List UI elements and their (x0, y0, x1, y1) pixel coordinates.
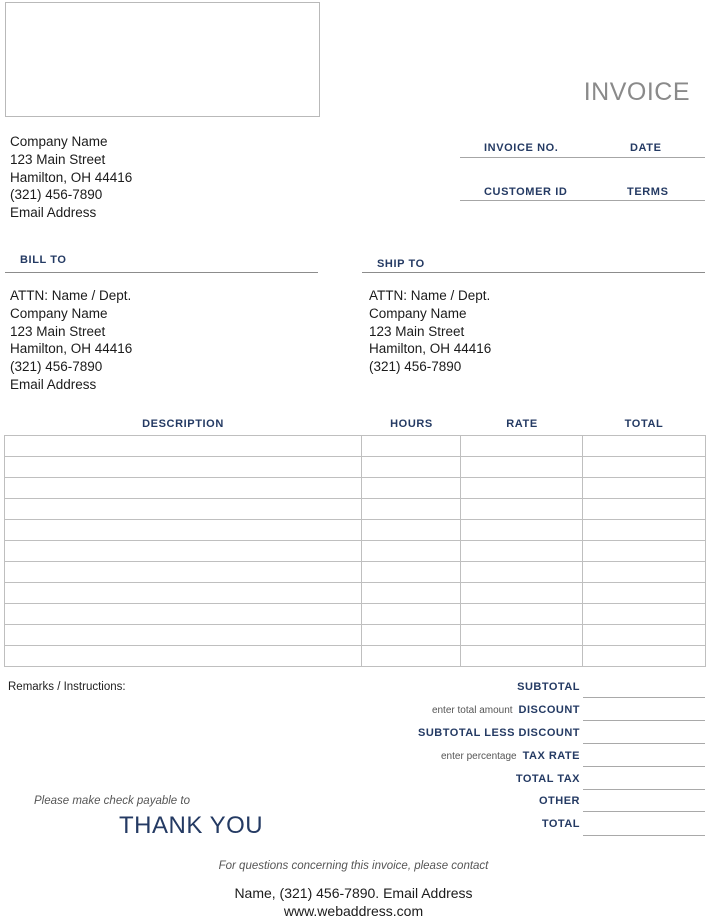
description-cell[interactable] (5, 520, 362, 541)
rate-cell[interactable] (461, 541, 583, 562)
total-value-line[interactable] (583, 835, 705, 836)
discount-value-line[interactable] (583, 720, 705, 721)
table-row (5, 457, 706, 478)
ship-to-city: Hamilton, OH 44416 (369, 341, 492, 357)
rate-cell[interactable] (461, 478, 583, 499)
thank-you: THANK YOU (119, 812, 264, 839)
table-row (5, 541, 706, 562)
rate-cell[interactable] (461, 436, 583, 457)
total-cell[interactable] (583, 541, 706, 562)
total-cell[interactable] (583, 520, 706, 541)
hours-cell[interactable] (362, 583, 461, 604)
subtotal-value-line[interactable] (583, 697, 705, 698)
total-cell[interactable] (583, 604, 706, 625)
bill-to-rule (5, 272, 318, 273)
total-cell[interactable] (583, 583, 706, 604)
other-label: OTHER (539, 795, 580, 807)
subtotal-less-discount-label: SUBTOTAL LESS DISCOUNT (418, 727, 580, 739)
description-cell[interactable] (5, 499, 362, 520)
meta-rule-2 (460, 200, 705, 201)
table-row (5, 436, 706, 457)
ship-to-phone: (321) 456-7890 (369, 359, 462, 375)
footer-question: For questions concerning this invoice, please contact (218, 860, 489, 872)
hours-cell[interactable] (362, 541, 461, 562)
tax-hint: enter percentage (441, 751, 517, 762)
bill-to-city: Hamilton, OH 44416 (10, 341, 133, 357)
bill-to-block (10, 287, 132, 394)
ship-to-company: Company Name (369, 305, 467, 321)
hours-cell[interactable] (362, 625, 461, 646)
invoice-no-label: INVOICE NO. (484, 142, 559, 154)
description-cell[interactable] (5, 457, 362, 478)
total-cell[interactable] (583, 499, 706, 520)
hours-cell[interactable] (362, 604, 461, 625)
total-tax-label: TOTAL TAX (515, 773, 580, 785)
hours-cell[interactable] (362, 457, 461, 478)
hours-cell[interactable] (362, 646, 461, 667)
logo-placeholder (5, 2, 320, 117)
total-cell[interactable] (583, 436, 706, 457)
rate-cell[interactable] (461, 646, 583, 667)
table-row (5, 478, 706, 499)
description-cell[interactable] (5, 625, 362, 646)
hours-cell[interactable] (362, 520, 461, 541)
company-name: Company Name (10, 134, 108, 149)
rate-cell[interactable] (461, 583, 583, 604)
other-value-line[interactable] (583, 811, 705, 812)
total-cell[interactable] (583, 457, 706, 478)
subtotal-label: SUBTOTAL (517, 681, 580, 693)
table-row (5, 562, 706, 583)
footer-web: www.webaddress.com (283, 903, 424, 919)
description-cell[interactable] (5, 583, 362, 604)
total-cell[interactable] (583, 478, 706, 499)
bill-to-label: BILL TO (20, 254, 67, 266)
hours-cell[interactable] (362, 436, 461, 457)
table-row (5, 625, 706, 646)
terms-label: TERMS (627, 186, 669, 198)
subtotal-less-discount-value-line[interactable] (583, 743, 705, 744)
table-row (5, 499, 706, 520)
table-row (5, 520, 706, 541)
rate-cell[interactable] (461, 499, 583, 520)
rate-cell[interactable] (461, 625, 583, 646)
customer-id-label: CUSTOMER ID (484, 186, 568, 198)
footer-contact: Name, (321) 456-7890. Email Address (234, 885, 473, 901)
total-cell[interactable] (583, 625, 706, 646)
rate-cell[interactable] (461, 520, 583, 541)
company-email: Email Address (10, 205, 97, 221)
discount-label: enter total amount DISCOUNT (431, 704, 580, 716)
hours-cell[interactable] (362, 562, 461, 583)
remarks-label: Remarks / Instructions: (8, 681, 126, 693)
total-tax-value-line[interactable] (583, 789, 705, 790)
table-row (5, 646, 706, 667)
table-row (5, 583, 706, 604)
total-cell[interactable] (583, 646, 706, 667)
discount-hint: enter total amount (431, 705, 513, 716)
description-cell[interactable] (5, 562, 362, 583)
company-phone: (321) 456-7890 (10, 187, 103, 203)
ship-to-rule (362, 272, 705, 273)
tax-rate-value-line[interactable] (583, 766, 705, 767)
rate-cell[interactable] (461, 604, 583, 625)
description-cell[interactable] (5, 436, 362, 457)
hours-cell[interactable] (362, 499, 461, 520)
col-rate-header: RATE (506, 418, 538, 430)
total-cell[interactable] (583, 562, 706, 583)
company-street: 123 Main Street (10, 151, 106, 167)
ship-to-block (369, 287, 491, 376)
bill-to-email: Email Address (10, 376, 97, 392)
bill-to-street: 123 Main Street (10, 323, 106, 339)
ship-to-label: SHIP TO (377, 258, 425, 270)
col-description-header: DESCRIPTION (142, 418, 224, 430)
bill-to-attn: ATTN: Name / Dept. (10, 288, 132, 303)
total-label: TOTAL (541, 818, 580, 830)
ship-to-attn: ATTN: Name / Dept. (369, 288, 491, 303)
line-items-table (4, 435, 706, 667)
description-cell[interactable] (5, 541, 362, 562)
col-hours-header: HOURS (390, 418, 433, 430)
ship-to-street: 123 Main Street (369, 323, 465, 339)
date-label: DATE (630, 142, 662, 154)
company-city: Hamilton, OH 44416 (10, 169, 133, 185)
rate-cell[interactable] (461, 457, 583, 478)
hours-cell[interactable] (362, 478, 461, 499)
description-cell[interactable] (5, 478, 362, 499)
bill-to-phone: (321) 456-7890 (10, 359, 103, 375)
company-address-block (10, 133, 132, 222)
description-cell[interactable] (5, 646, 362, 667)
bill-to-company: Company Name (10, 305, 108, 321)
invoice-title: INVOICE (583, 78, 690, 106)
description-cell[interactable] (5, 604, 362, 625)
rate-cell[interactable] (461, 562, 583, 583)
meta-rule-1 (460, 157, 705, 158)
payable-note: Please make check payable to (34, 795, 190, 807)
tax-rate-label: enter percentage TAX RATE (441, 750, 580, 762)
table-row (5, 604, 706, 625)
col-total-header: TOTAL (624, 418, 664, 430)
